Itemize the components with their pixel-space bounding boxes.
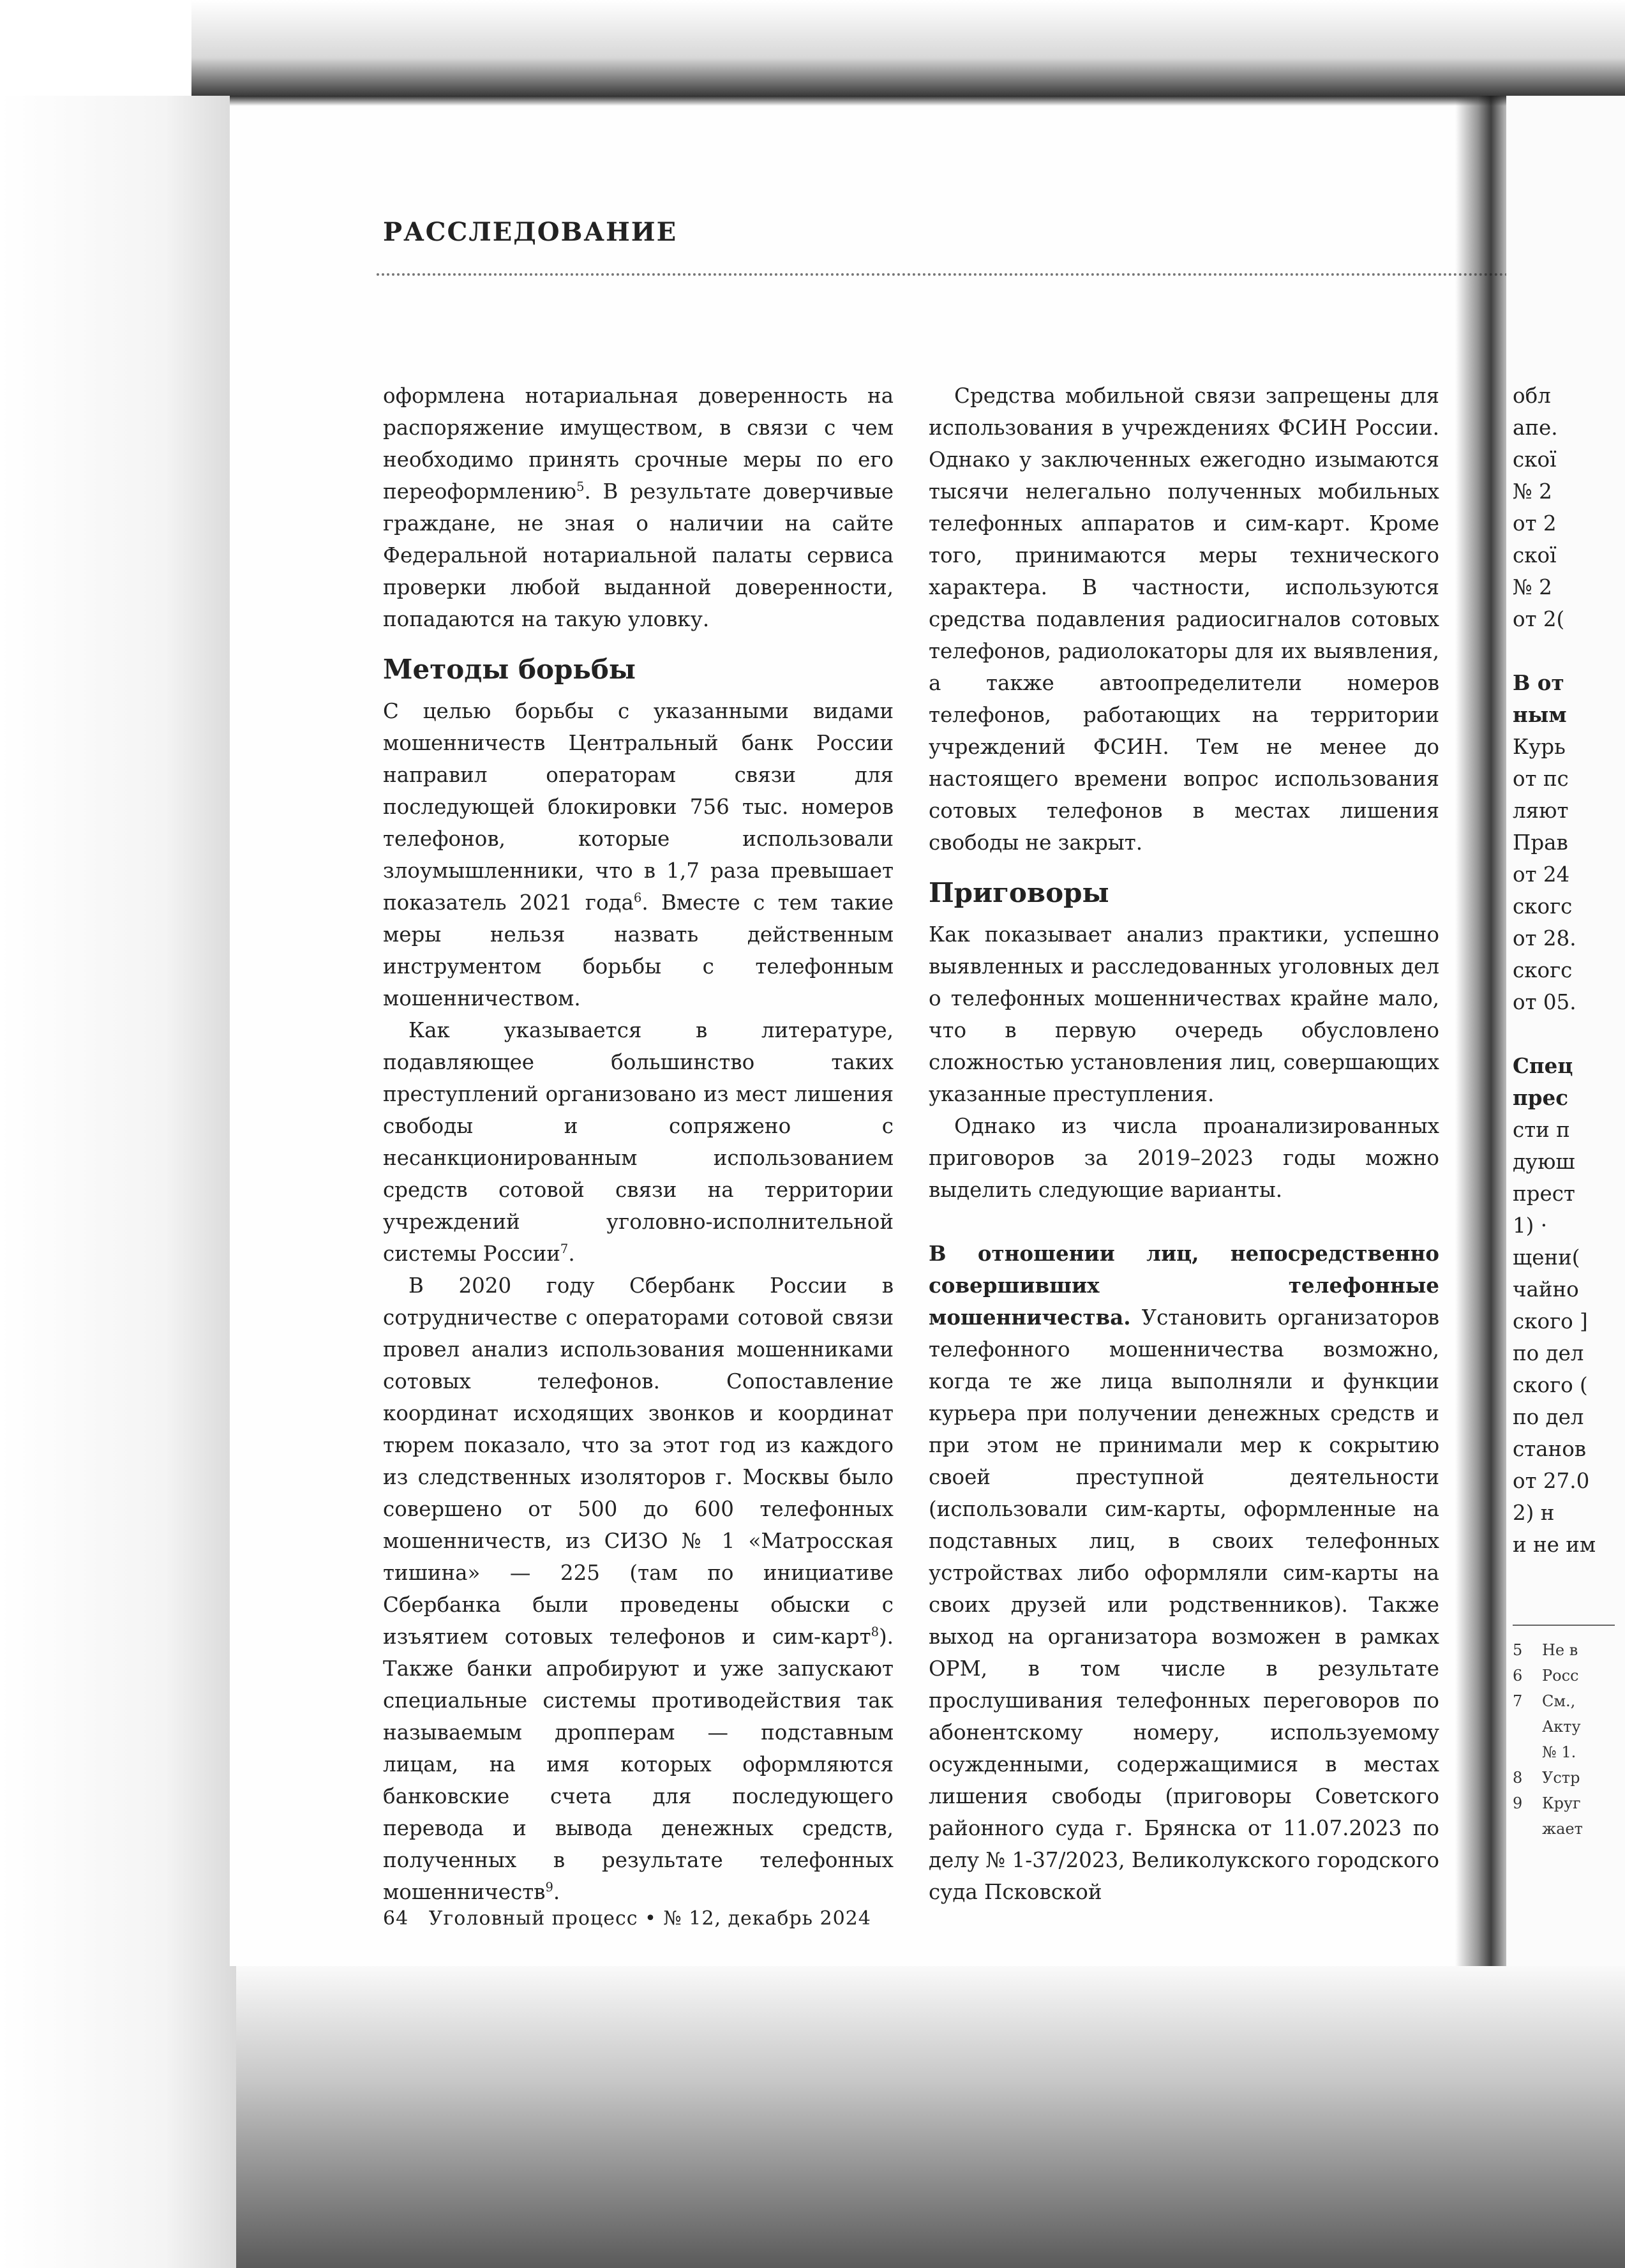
footnote-ref: 7 <box>560 1242 569 1257</box>
next-page-line: сти п <box>1513 1118 1570 1142</box>
next-page-line: и не им <box>1513 1533 1596 1557</box>
right-column <box>929 380 1439 1908</box>
footnote-text: Круг <box>1542 1794 1581 1812</box>
next-page-line: прес <box>1513 1085 1568 1110</box>
journal-title: Уголовный процесс • № 12, декабрь 2024 <box>428 1907 871 1930</box>
paragraph: Однако из числа проанализированных приговоров за 2019–2023 годы можно выделить следующие варианты. <box>929 1114 1439 1202</box>
next-page-line: скої <box>1513 543 1557 567</box>
next-page-line: ляют <box>1513 799 1569 823</box>
next-page-line: ным <box>1513 702 1567 727</box>
next-page-line: скогс <box>1513 894 1573 919</box>
subheading-sentences: Приговоры <box>929 877 1109 908</box>
next-page-line: № 2 <box>1513 575 1552 599</box>
next-page-line: 2) н <box>1513 1501 1555 1525</box>
section-heading: РАССЛЕДОВАНИЕ <box>383 217 678 247</box>
footnote-text: См., <box>1542 1692 1576 1710</box>
footnote-rule <box>1513 1625 1615 1626</box>
footnote-number: 6 <box>1513 1667 1523 1685</box>
next-page-line: чайно <box>1513 1277 1579 1302</box>
paragraph <box>383 695 894 1014</box>
next-page-line: апе. <box>1513 416 1558 440</box>
footnote-text: жает <box>1542 1820 1583 1838</box>
footnote-line <box>1513 1816 1621 1842</box>
text: Установить организаторов телефонного мошенничества возможно, когда те же лица выполняли и функции курьера при получении денежных средств и при этом не принимали мер к сокрытию своей преступной деятельности (использовали сим-карты, оформленные на подставных лиц, в своих телефонных устройствах либо оформляли сим-карты на своих друзей или родственников). Также выход на организатора возможен в рамках ОРМ, в том числе в результате прослушивания телефонных переговоров по абонентскому номеру, используемому осужденными, содержащимися в местах лишения свободы (приговоры Советского районного суда г. Брянска от 11.07.2023 по делу № 1-37/2023, Великолукского городского суда Псковской <box>929 1305 1439 1904</box>
next-page-line: от 2 <box>1513 511 1557 536</box>
paragraph <box>929 1238 1439 1908</box>
next-page-line: № 2 <box>1513 479 1552 504</box>
next-page-line: ского ( <box>1513 1373 1588 1397</box>
next-page-line: В от <box>1513 670 1564 695</box>
scan-top-shadow <box>191 0 1625 96</box>
footnote-ref: 5 <box>576 479 585 495</box>
next-page-line: от 28. <box>1513 926 1576 950</box>
next-page-line: ского ] <box>1513 1309 1588 1333</box>
next-page-line: по дел <box>1513 1341 1584 1365</box>
scan-left-shadow <box>0 96 236 2268</box>
footnote-line <box>1513 1765 1621 1791</box>
footnote-text: Росс <box>1542 1667 1579 1685</box>
page-footer <box>383 1907 871 1930</box>
next-page-line <box>1513 635 1621 667</box>
footnote-line <box>1513 1637 1621 1663</box>
footnote-text: № 1. <box>1542 1743 1576 1761</box>
next-page-line: прест <box>1513 1182 1575 1206</box>
footnote-line <box>1513 1714 1621 1739</box>
next-page-line: Курь <box>1513 735 1566 759</box>
footnote-line <box>1513 1688 1621 1714</box>
footnote-number: 8 <box>1513 1769 1523 1787</box>
next-page-line: от 27.0 <box>1513 1469 1590 1493</box>
next-page-line: Спец <box>1513 1053 1573 1078</box>
next-page-fragment <box>1506 96 1625 1966</box>
subheading-methods: Методы борьбы <box>383 654 636 685</box>
text: ). Также банки апробируют и уже запускают специальные системы противодействия так называемым дропперам — подставным лицам, на имя которых оформляются банковские счета для последующего перевода и вывода денежных средств, полученных в результате телефонных мошенничеств <box>383 1625 894 1904</box>
spine-shadow <box>1455 96 1506 1966</box>
next-page-footnotes <box>1513 1637 1621 1842</box>
footnote-number: 9 <box>1513 1794 1523 1812</box>
footnote-ref: 8 <box>871 1625 879 1640</box>
next-page-line: щени( <box>1513 1245 1580 1270</box>
footnote-text: Не в <box>1542 1641 1578 1659</box>
next-page-line: от 2( <box>1513 607 1565 631</box>
next-page-line: скої <box>1513 447 1557 472</box>
scan-bottom-shadow <box>236 1953 1625 2268</box>
footnote-number: 7 <box>1513 1692 1523 1710</box>
text: Как указывается в литературе, подавляющее большинство таких преступлений организовано из мест лишения свободы и сопряжено с несанкционированным использованием средств сотовой связи на территории учреждений уголовно-исполнительной системы России <box>383 1018 894 1266</box>
next-page-line: обл <box>1513 384 1551 408</box>
footnote-line <box>1513 1739 1621 1765</box>
bold-lead: В отношении лиц, непосредственно совершивших телефонные мошенничества. <box>929 1241 1439 1330</box>
next-page-line: от 05. <box>1513 990 1576 1014</box>
next-page-line: скогс <box>1513 958 1573 982</box>
left-column <box>383 380 894 1908</box>
text: В 2020 году Сбербанк России в сотрудничестве с операторами сотовой связи провел анализ использования мошенниками сотовых телефонов. Сопоставление координат исходящих звонков и координат тюрем показало, что за этот год из каждого из следственных изоляторов г. Москвы было совершено от 500 до 600 телефонных мошенничеств, из СИЗО № 1 «Матросская тишина» — 225 (там по инициативе Сбербанка были проведены обыски с изъятием сотовых телефонов и сим-карт <box>383 1273 894 1649</box>
next-page-line: 1) · <box>1513 1213 1548 1238</box>
next-page-line: от пс <box>1513 767 1569 791</box>
text: . Вместе с тем такие меры нельзя назвать действенным инструментом борьбы с телефонным мошенничеством. <box>383 890 894 1010</box>
dotted-rule <box>377 273 1506 276</box>
next-page-line: по дел <box>1513 1405 1584 1429</box>
paragraph <box>383 1014 894 1270</box>
text: . <box>568 1242 575 1266</box>
text: С целью борьбы с указанными видами мошенничеств Центральный банк России направил операторам связи для последующей блокировки 756 тыс. номеров телефонов, которые использовали злоумышленники, что в 1,7 раза превышает показатель 2021 года <box>383 699 894 915</box>
footnote-number: 5 <box>1513 1641 1523 1659</box>
footnote-ref: 6 <box>633 890 642 906</box>
next-page-line: дуюш <box>1513 1150 1575 1174</box>
paragraph <box>383 1270 894 1908</box>
next-page-line <box>1513 1018 1621 1050</box>
footnote-ref: 9 <box>545 1880 553 1895</box>
next-page-line: Прав <box>1513 830 1568 855</box>
paragraph: Как показывает анализ практики, успешно выявленных и расследованных уголовных дел о телефонных мошенничествах крайне мало, что в первую очередь обусловлено сложностью установления лиц, совершающих указанные преступления. <box>929 922 1439 1106</box>
next-page-line: станов <box>1513 1437 1587 1461</box>
page-top-edge <box>230 96 1506 106</box>
paragraph <box>383 380 894 635</box>
footnote-line <box>1513 1791 1621 1816</box>
next-page-line: от 24 <box>1513 862 1570 887</box>
journal-page <box>230 96 1506 1966</box>
footnote-line <box>1513 1663 1621 1688</box>
text: . В результате доверчивые граждане, не зная о наличии на сайте Федеральной нотариальной палаты сервиса проверки любой выданной доверенности, попадаются на такую уловку. <box>383 479 894 631</box>
footnote-text: Акту <box>1542 1718 1581 1736</box>
next-page-text <box>1513 380 1621 1561</box>
footnote-text: Устр <box>1542 1769 1580 1787</box>
text: оформлена нотариальная доверенность на распоряжение имуществом, в связи с чем необходимо принять срочные меры по его переоформлению <box>383 384 894 504</box>
paragraph: Средства мобильной связи запрещены для использования в учреждениях ФСИН России. Однако у заключенных ежегодно изымаются тысячи нелегально полученных мобильных телефонных аппаратов и сим-карт. Кроме того, принимаются меры технического характера. В частности, используются средства подавления радиосигналов сотовых телефонов, радиолокаторы для их выявления, а также автоопределители номеров телефонов, работающих на территории учреждений ФСИН. Тем не менее до настоящего времени вопрос использования сотовых телефонов в местах лишения свободы не закрыт. <box>929 384 1439 855</box>
text: . <box>553 1880 560 1904</box>
page-number: 64 <box>383 1907 409 1930</box>
